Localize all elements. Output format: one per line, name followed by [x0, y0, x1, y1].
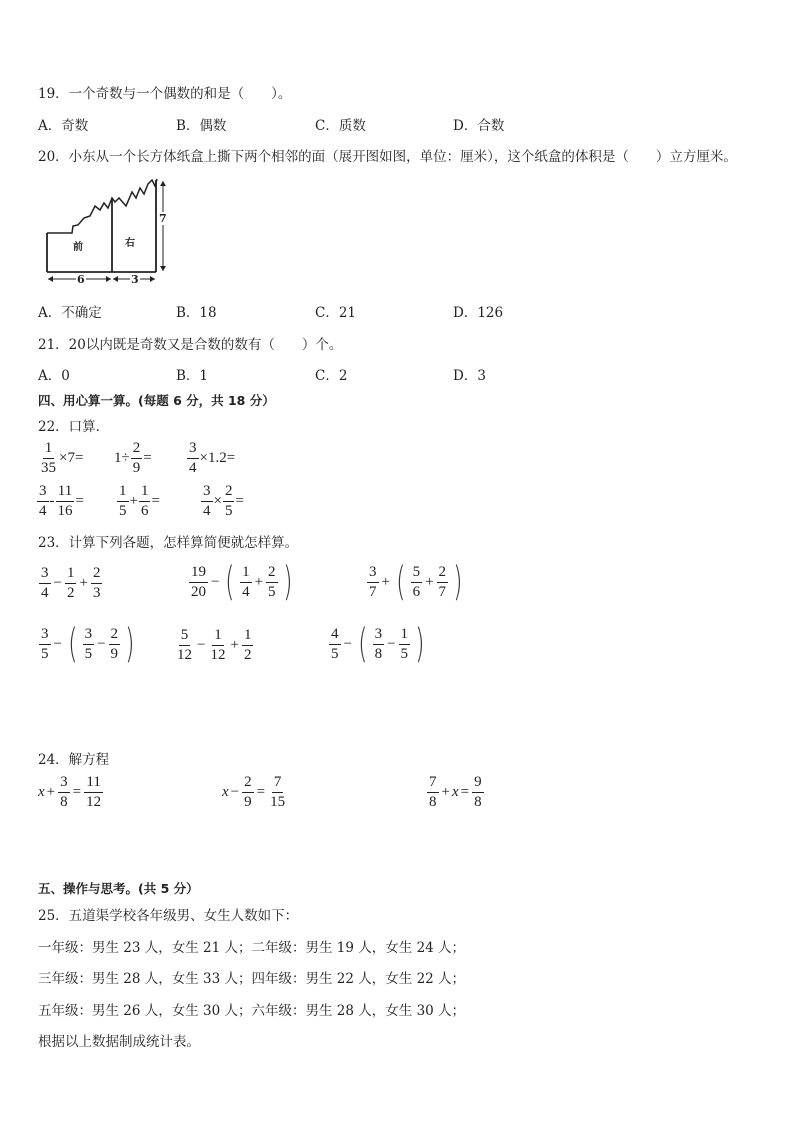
fraction: $\frac{11}{16}$ — [57, 483, 73, 519]
section-4-title: 四、用心算一算。(每题 6 分，共 18 分） — [38, 393, 275, 408]
q20-option-b[interactable]: B．18 — [176, 305, 217, 321]
question-20: 20．小东从一个长方体纸盒上撕下两个相邻的面（展开图如图，单位：厘米），这个纸盒的体积是（ ）立方厘米。 — [38, 149, 737, 165]
q19-option-d[interactable]: D．合数 — [453, 118, 505, 134]
fraction: $\frac{1}{35}$ — [41, 440, 56, 476]
front-face-label: 前 — [73, 238, 83, 253]
mental-calc-6: $\frac{3}{4}$ × $\frac{2}{5}$ = — [203, 483, 244, 519]
fraction: $\frac{1}{6}$ — [140, 483, 149, 519]
dimension-6: 6 — [77, 273, 85, 286]
q25-line-4: 根据以上数据制成统计表。 — [38, 1034, 200, 1050]
q25-line-2: 三年级：男生 28 人，女生 33 人；四年级：男生 22 人，女生 22 人； — [38, 971, 466, 987]
q20-option-a[interactable]: A．不确定 — [38, 305, 102, 321]
q20-option-d[interactable]: D．126 — [453, 305, 504, 321]
q19-option-c[interactable]: C．质数 — [315, 118, 366, 134]
q25-line-3: 五年级：男生 26 人，女生 30 人；六年级：男生 28 人，女生 30 人； — [38, 1003, 466, 1019]
section-5-title: 五、操作与思考。(共 5 分） — [38, 881, 199, 896]
dimension-7: 7 — [159, 212, 167, 225]
question-25: 25．五道渠学校各年级男、女生人数如下： — [38, 908, 299, 924]
fraction: $\frac{1}{5}$ — [119, 483, 127, 519]
question-23: 23．计算下列各题，怎样算简便就怎样算。 — [38, 535, 299, 551]
calc-expression-6: $\frac{4}{5}$ − ( $\frac{3}{8}$ − $\frac{1}{5}$ ) — [331, 621, 425, 667]
question-22: 22．口算． — [38, 419, 110, 435]
fraction: $\frac{2}{5}$ — [224, 483, 233, 519]
dimension-3: 3 — [131, 273, 139, 286]
q21-option-b[interactable]: B．1 — [176, 368, 209, 384]
box-net-diagram — [40, 178, 170, 292]
calc-expression-4: $\frac{3}{5}$ − ( $\frac{3}{5}$ − $\frac{2}{9}$ ) — [41, 621, 135, 667]
fraction: $\frac{3}{4}$ — [39, 483, 47, 519]
mental-calc-3: $\frac{3}{4}$ × 1.2= — [189, 440, 236, 476]
fraction: $\frac{3}{4}$ — [203, 483, 211, 519]
mental-calc-4: $\frac{3}{4}$ - $\frac{11}{16}$ = — [39, 483, 84, 519]
right-face-label: 右 — [125, 238, 135, 249]
calc-expression-5: $\frac{5}{12}$ − $\frac{1}{12}$ + $\frac{1}{2}$ — [177, 627, 252, 663]
equation-3: $\frac{7}{8}$ + x = $\frac{9}{8}$ — [429, 774, 482, 810]
mental-calc-1: $\frac{1}{35}$ × 7= — [41, 440, 84, 476]
q20-option-c[interactable]: C．21 — [315, 305, 357, 321]
question-21: 21．20以内既是奇数又是合数的数有（ ）个。 — [38, 337, 343, 353]
equation-2: x − $\frac{2}{9}$ = $\frac{7}{15}$ — [222, 774, 286, 810]
question-24: 24．解方程 — [38, 752, 110, 768]
q19-option-a[interactable]: A．奇数 — [38, 118, 89, 134]
q25-line-1: 一年级：男生 23 人，女生 21 人；二年级：男生 19 人，女生 24 人； — [38, 940, 466, 956]
question-19: 19．一个奇数与一个偶数的和是（ ）。 — [38, 86, 292, 102]
q21-option-d[interactable]: D．3 — [453, 368, 486, 384]
q21-option-a[interactable]: A．0 — [38, 368, 70, 384]
q21-option-c[interactable]: C．2 — [315, 368, 348, 384]
calc-expression-1: $\frac{3}{4}$ − $\frac{1}{2}$ + $\frac{2}{3}$ — [41, 565, 101, 601]
mental-calc-5: $\frac{1}{5}$ + $\frac{1}{6}$ = — [119, 483, 160, 519]
fraction: $\frac{3}{4}$ — [189, 440, 197, 476]
equation-1: x + $\frac{3}{8}$ = $\frac{11}{12}$ — [38, 774, 102, 810]
calc-expression-2: $\frac{19}{20}$ − ( $\frac{1}{4}$ + $\frac{2}{5}$ ) — [191, 559, 293, 605]
fraction: $\frac{2}{9}$ — [132, 440, 141, 476]
calc-expression-3: $\frac{3}{7}$ + ( $\frac{5}{6}$ + $\frac{2}{7}$ ) — [369, 559, 463, 605]
q19-option-b[interactable]: B．偶数 — [176, 118, 227, 134]
mental-calc-2: 1÷ $\frac{2}{9}$ = — [114, 440, 152, 476]
